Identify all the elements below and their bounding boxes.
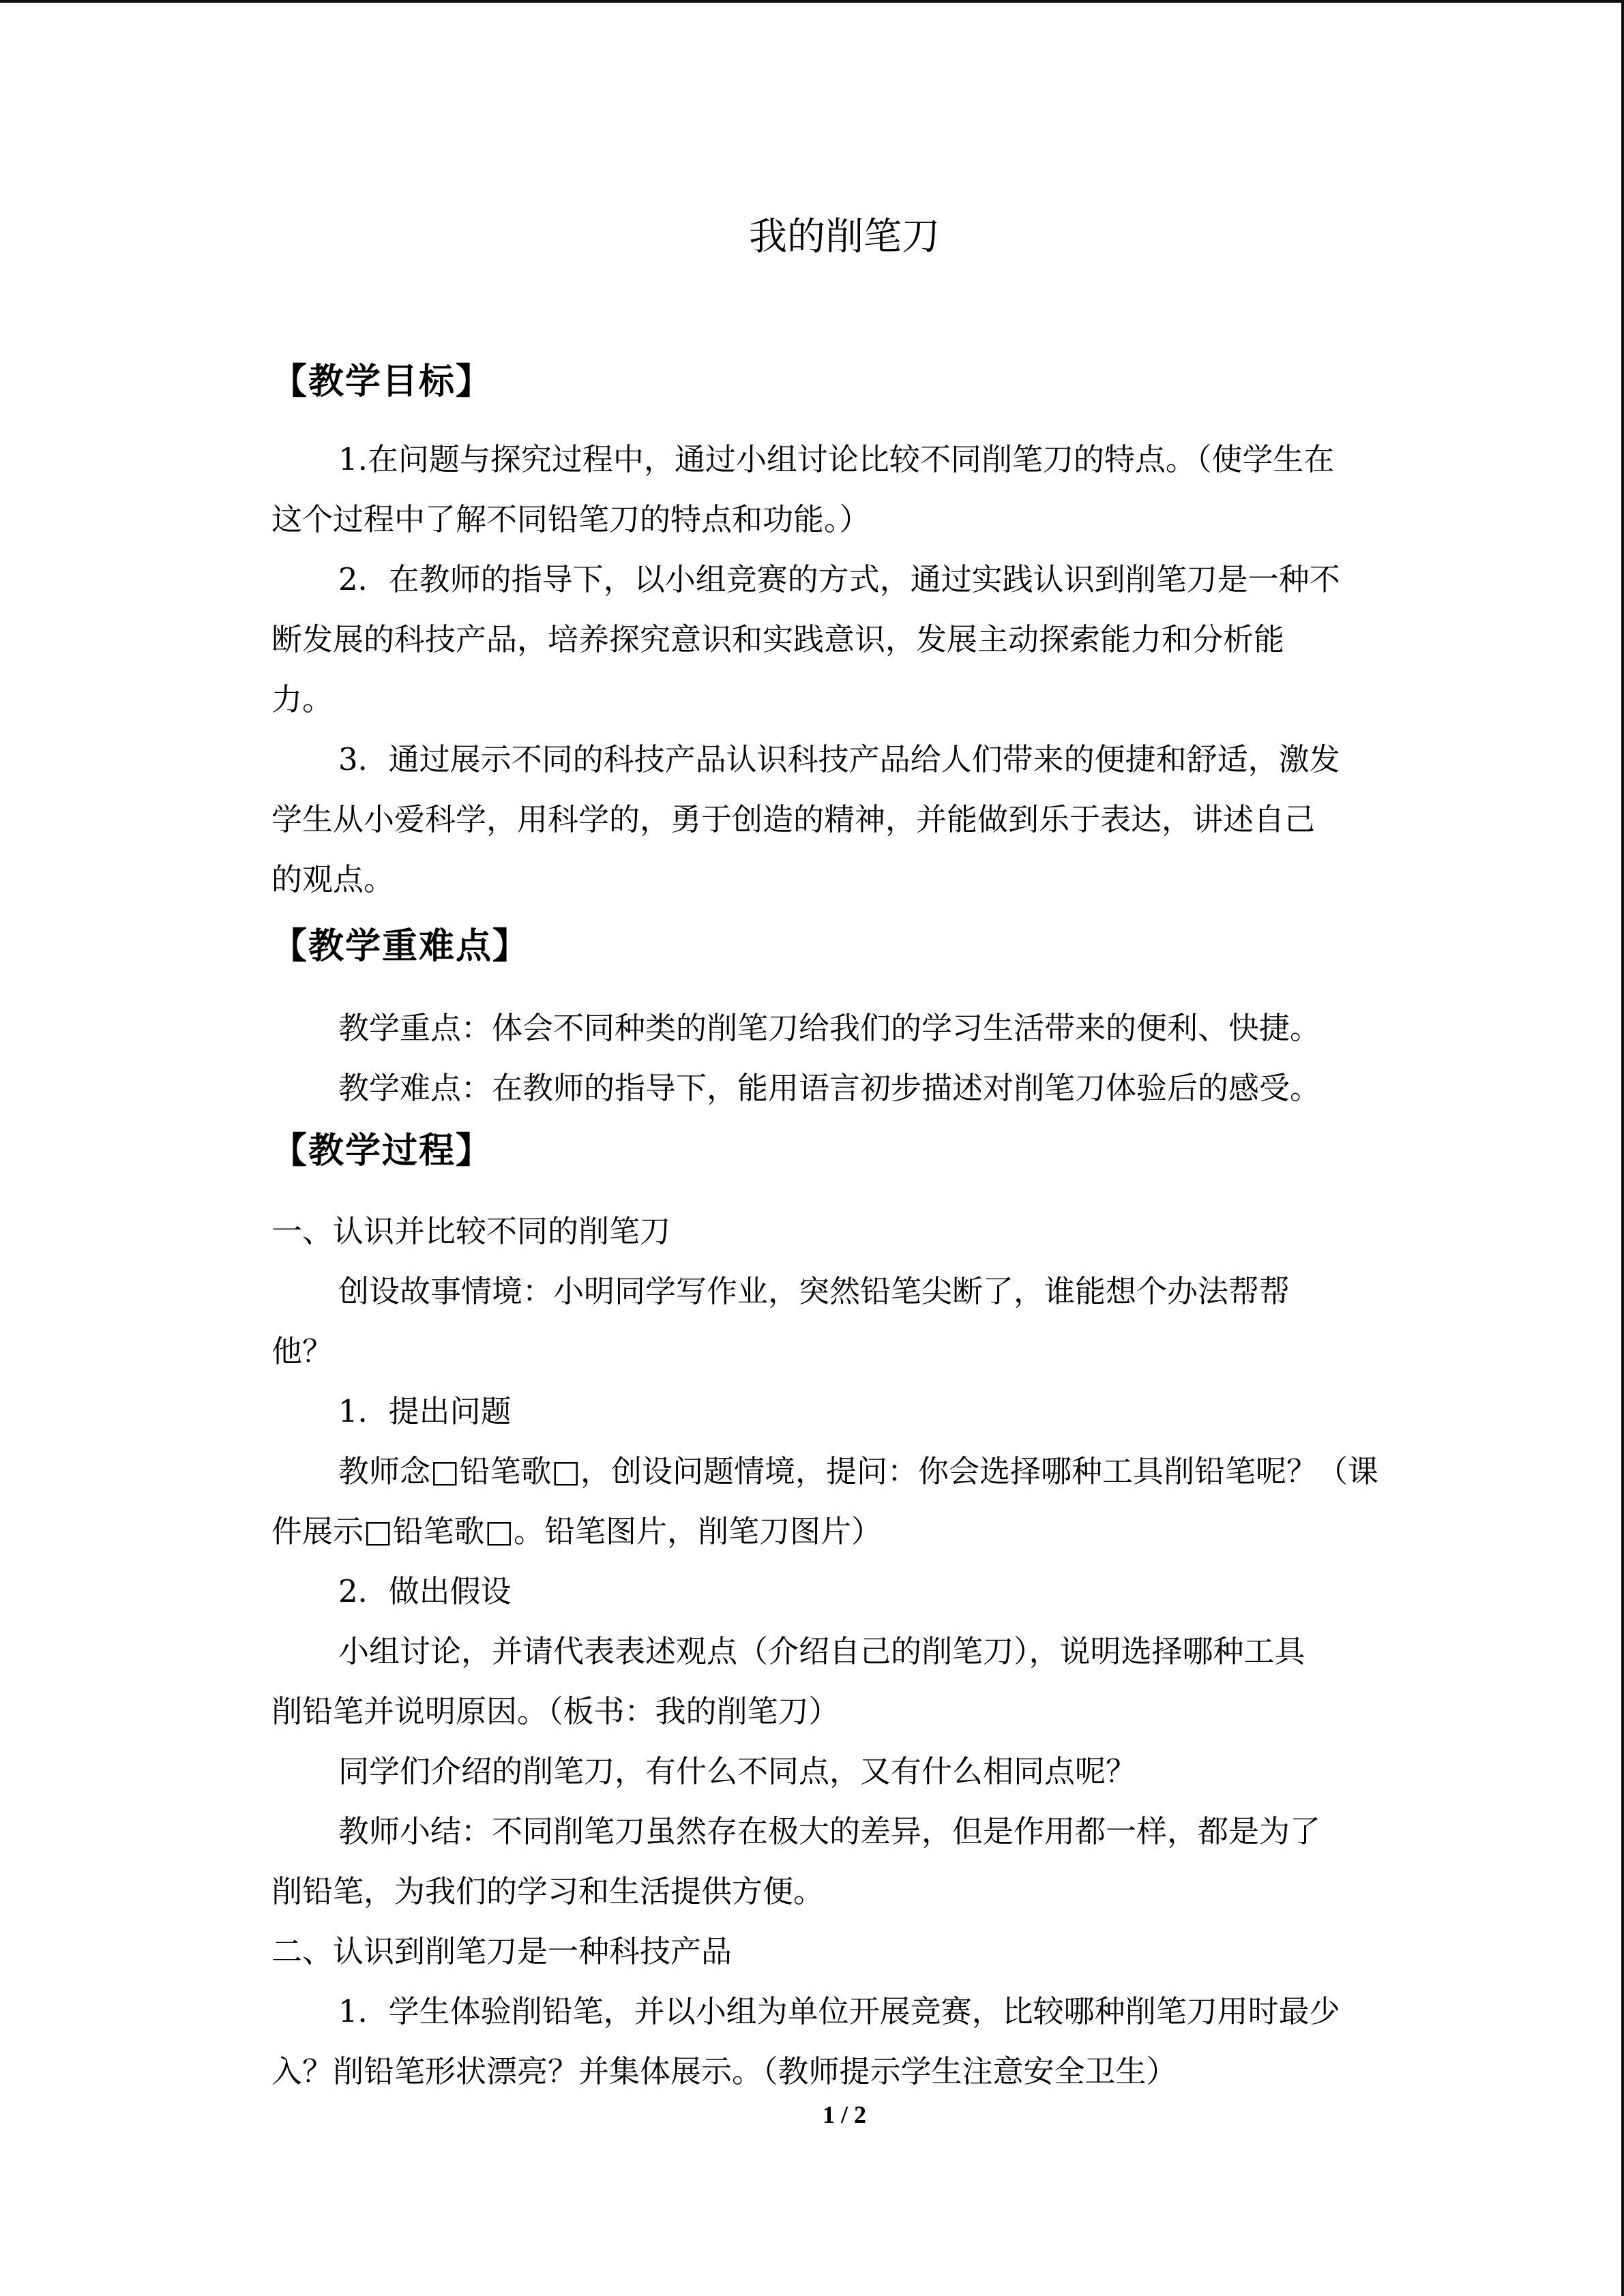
key-points-block: [271, 998, 1417, 1118]
objective-3-line-1: 3．通过展示不同的科技产品认识科技产品给人们带来的便捷和舒适，激发: [338, 741, 1340, 777]
objective-3-line-3: 的观点。: [271, 861, 395, 897]
objective-2-line-2: 断发展的科技产品，培养探究意识和实践意识，发展主动探索能力和分析能: [271, 621, 1285, 657]
part-1-title: 一、认识并比较不同的削笔刀: [271, 1213, 671, 1249]
heading-key-points: 【教学重难点】: [271, 925, 530, 967]
objective-1-line-2: 这个过程中了解不同铅笔刀的特点和功能。）: [271, 501, 870, 537]
objective-2-line-3: 力。: [271, 681, 334, 717]
teacher-summary-line-1: 教师小结：不同削笔刀虽然存在极大的差异，但是作用都一样，都是为了: [338, 1813, 1321, 1849]
part-2-title: 二、认识到削笔刀是一种科技产品: [271, 1933, 733, 1969]
step-1-title: 1．提出问题: [338, 1393, 512, 1429]
step-1-line-2: 件展示□铅笔歌□。铅笔图片，削笔刀图片）: [271, 1513, 883, 1549]
teaching-focus: 教学重点：体会不同种类的削笔刀给我们的学习生活带来的便利、快捷。: [338, 1010, 1321, 1046]
step-1-line-1: 教师念□铅笔歌□，创设问题情境，提问：你会选择哪种工具削铅笔呢？（课: [338, 1453, 1379, 1489]
part-2-step-1-line-1: 1．学生体验削铅笔，并以小组为单位开展竞赛，比较哪种削笔刀用时最少: [338, 1993, 1340, 2029]
objective-3: [271, 730, 1417, 910]
step-2-line-1: 小组讨论，并请代表表述观点（介绍自己的削笔刀），说明选择哪种工具: [338, 1633, 1305, 1669]
document-title: 我的削笔刀: [749, 215, 940, 259]
objective-2-line-1: 2．在教师的指导下，以小组竞赛的方式，通过实践认识到削笔刀是一种不: [338, 561, 1340, 597]
part-2-step-1-line-2: 入？削铅笔形状漂亮？并集体展示。（教师提示学生注意安全卫生）: [271, 2053, 1177, 2089]
objective-2: [271, 550, 1417, 730]
discussion-question: 同学们介绍的削笔刀，有什么不同点，又有什么相同点呢？: [338, 1753, 1137, 1789]
objective-3-line-2: 学生从小爱科学，用科学的，勇于创造的精神，并能做到乐于表达，讲述自己: [271, 801, 1316, 837]
step-2-line-2: 削铅笔并说明原因。（板书：我的削笔刀）: [271, 1693, 840, 1729]
scenario-line-2: 他？: [271, 1333, 334, 1369]
heading-process: 【教学过程】: [271, 1130, 493, 1172]
teacher-summary-line-2: 削铅笔，为我们的学习和生活提供方便。: [271, 1873, 825, 1909]
step-2-title: 2．做出假设: [338, 1573, 512, 1609]
scenario-line-1: 创设故事情境：小明同学写作业，突然铅笔尖断了，谁能想个办法帮帮: [338, 1273, 1290, 1309]
objective-1: [271, 430, 1417, 550]
page-top-border: [0, 0, 1624, 3]
teaching-difficulty: 教学难点：在教师的指导下，能用语言初步描述对削笔刀体验后的感受。: [338, 1070, 1321, 1106]
heading-objectives: 【教学目标】: [271, 361, 493, 402]
process-part-1: [271, 1202, 1417, 2102]
page-indicator: 1 / 2: [822, 2101, 866, 2128]
objective-1-line-1: 1.在问题与探究过程中，通过小组讨论比较不同削笔刀的特点。（使学生在: [338, 441, 1335, 477]
page-right-border: [1621, 0, 1624, 2296]
